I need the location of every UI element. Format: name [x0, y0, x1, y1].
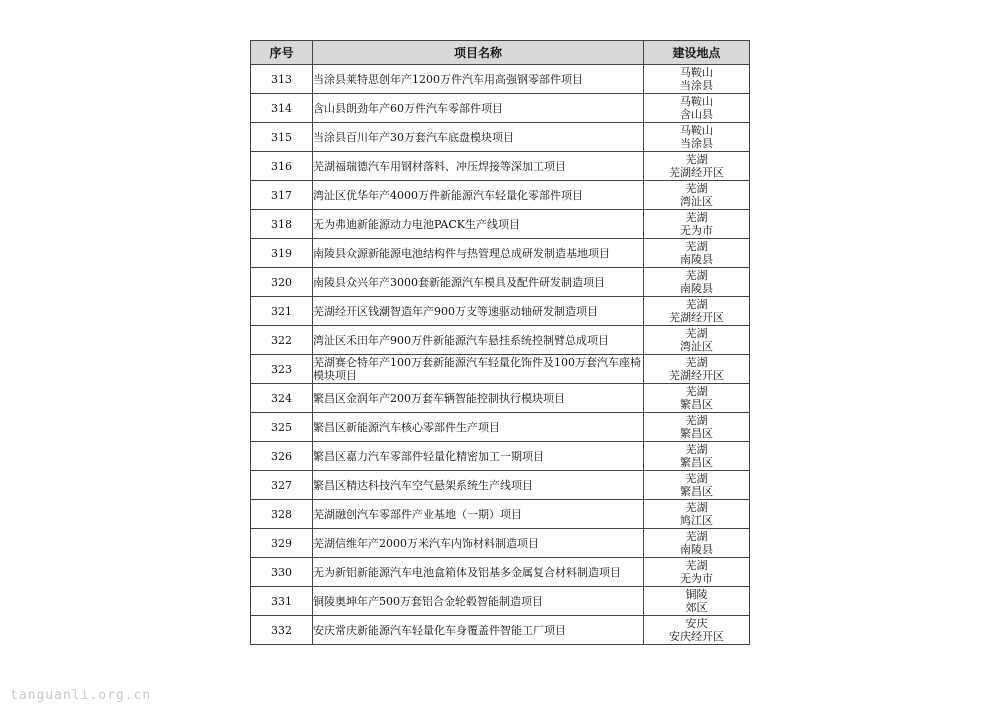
- row-location-city: 马鞍山: [680, 66, 713, 79]
- row-serial-number: 319: [251, 239, 313, 268]
- row-serial-number: 313: [251, 65, 313, 94]
- row-location-city: 安庆: [685, 617, 708, 630]
- row-location-city: 芜湖: [685, 269, 708, 282]
- row-location-district: 含山县: [680, 108, 713, 121]
- row-serial-number: 322: [251, 326, 313, 355]
- row-location: [644, 268, 750, 297]
- row-location-city: 芜湖: [685, 501, 708, 514]
- row-location-city: 芜湖: [685, 153, 708, 166]
- row-location: [644, 529, 750, 558]
- row-location-city: 芜湖: [685, 385, 708, 398]
- row-serial-number: 327: [251, 471, 313, 500]
- row-project-name: 芜湖福瑞德汽车用钢材落料、冲压焊接等深加工项目: [313, 152, 644, 181]
- row-location: [644, 210, 750, 239]
- row-location: [644, 239, 750, 268]
- row-location-district: 芜湖经开区: [669, 369, 724, 382]
- row-serial-number: 316: [251, 152, 313, 181]
- row-location: [644, 123, 750, 152]
- row-location-district: 湾沚区: [680, 340, 713, 353]
- row-project-name: 铜陵奥坤年产500万套铝合金轮毂智能制造项目: [313, 587, 644, 616]
- table-row: [251, 181, 750, 210]
- row-project-name: 繁昌区精达科技汽车空气悬架系统生产线项目: [313, 471, 644, 500]
- row-location-district: 当涂县: [680, 137, 713, 150]
- row-location: [644, 297, 750, 326]
- row-project-name: 湾沚区优华年产4000万件新能源汽车轻量化零部件项目: [313, 181, 644, 210]
- watermark: tanguanli.org.cn: [10, 688, 152, 703]
- table-row: [251, 210, 750, 239]
- row-location-city: 芜湖: [685, 240, 708, 253]
- table-row: [251, 326, 750, 355]
- row-location-district: 郊区: [685, 601, 708, 614]
- row-serial-number: 323: [251, 355, 313, 384]
- row-location: [644, 413, 750, 442]
- table-row: [251, 529, 750, 558]
- row-location-district: 芜湖经开区: [669, 311, 724, 324]
- row-location-district: 湾沚区: [680, 195, 713, 208]
- row-location: [644, 355, 750, 384]
- table-row: [251, 239, 750, 268]
- row-project-name: 芜湖赛仑特年产100万套新能源汽车轻量化饰件及100万套汽车座椅模块项目: [313, 355, 644, 384]
- row-project-name: 湾沚区禾田年产900万件新能源汽车悬挂系统控制臂总成项目: [313, 326, 644, 355]
- row-location-district: 南陵县: [680, 253, 713, 266]
- row-location-city: 马鞍山: [680, 95, 713, 108]
- row-serial-number: 317: [251, 181, 313, 210]
- table-row: [251, 558, 750, 587]
- row-location: [644, 181, 750, 210]
- row-location-city: 芜湖: [685, 472, 708, 485]
- row-location-district: 南陵县: [680, 543, 713, 556]
- table-row: [251, 616, 750, 645]
- table-body: [251, 65, 750, 645]
- row-location-district: 繁昌区: [680, 485, 713, 498]
- header-location: 建设地点: [644, 41, 750, 65]
- row-project-name: 南陵县众源新能源电池结构件与热管理总成研发制造基地项目: [313, 239, 644, 268]
- row-project-name: 含山县朗劲年产60万件汽车零部件项目: [313, 94, 644, 123]
- row-serial-number: 318: [251, 210, 313, 239]
- row-location: [644, 65, 750, 94]
- row-project-name: 无为新铝新能源汽车电池盒箱体及铝基多金属复合材料制造项目: [313, 558, 644, 587]
- table-row: [251, 442, 750, 471]
- row-serial-number: 314: [251, 94, 313, 123]
- row-location-district: 安庆经开区: [669, 630, 724, 643]
- table-row: [251, 297, 750, 326]
- table-row: [251, 355, 750, 384]
- row-location-district: 繁昌区: [680, 456, 713, 469]
- row-project-name: 芜湖信维年产2000万米汽车内饰材料制造项目: [313, 529, 644, 558]
- table-row: [251, 123, 750, 152]
- row-project-name: 芜湖融创汽车零部件产业基地（一期）项目: [313, 500, 644, 529]
- table-row: [251, 500, 750, 529]
- row-location-city: 芜湖: [685, 443, 708, 456]
- row-location-district: 当涂县: [680, 79, 713, 92]
- row-project-name: 南陵县众兴年产3000套新能源汽车模具及配件研发制造项目: [313, 268, 644, 297]
- table-header-row: [251, 41, 750, 65]
- row-location-city: 马鞍山: [680, 124, 713, 137]
- row-location-district: 无为市: [680, 572, 713, 585]
- header-project-name: 项目名称: [313, 41, 644, 65]
- row-location-city: 芜湖: [685, 211, 708, 224]
- row-serial-number: 330: [251, 558, 313, 587]
- row-location-city: 芜湖: [685, 356, 708, 369]
- row-location-city: 芜湖: [685, 298, 708, 311]
- table-row: [251, 152, 750, 181]
- row-location: [644, 500, 750, 529]
- project-table: [250, 40, 750, 645]
- row-location: [644, 442, 750, 471]
- row-project-name: 芜湖经开区钱潮智造年产900万支等速驱动轴研发制造项目: [313, 297, 644, 326]
- row-location-district: 繁昌区: [680, 427, 713, 440]
- row-location-city: 芜湖: [685, 559, 708, 572]
- row-location: [644, 558, 750, 587]
- row-serial-number: 332: [251, 616, 313, 645]
- row-location-city: 芜湖: [685, 327, 708, 340]
- table-row: [251, 471, 750, 500]
- row-project-name: 无为弗迪新能源动力电池PACK生产线项目: [313, 210, 644, 239]
- row-location-city: 芜湖: [685, 182, 708, 195]
- row-location-city: 铜陵: [685, 588, 708, 601]
- row-location: [644, 94, 750, 123]
- row-location-district: 南陵县: [680, 282, 713, 295]
- row-project-name: 繁昌区新能源汽车核心零部件生产项目: [313, 413, 644, 442]
- table-row: [251, 384, 750, 413]
- row-serial-number: 325: [251, 413, 313, 442]
- header-serial-number: 序号: [251, 41, 313, 65]
- row-project-name: 当涂县莱特思创年产1200万件汽车用高强钢零部件项目: [313, 65, 644, 94]
- row-serial-number: 320: [251, 268, 313, 297]
- row-location-city: 芜湖: [685, 414, 708, 427]
- row-location-city: 芜湖: [685, 530, 708, 543]
- row-location: [644, 152, 750, 181]
- row-location-district: 鸠江区: [680, 514, 713, 527]
- table-row: [251, 94, 750, 123]
- row-location-district: 芜湖经开区: [669, 166, 724, 179]
- row-project-name: 繁昌区嘉力汽车零部件轻量化精密加工一期项目: [313, 442, 644, 471]
- row-serial-number: 329: [251, 529, 313, 558]
- table-row: [251, 65, 750, 94]
- row-serial-number: 328: [251, 500, 313, 529]
- row-location: [644, 471, 750, 500]
- row-serial-number: 331: [251, 587, 313, 616]
- row-serial-number: 315: [251, 123, 313, 152]
- row-project-name: 安庆常庆新能源汽车轻量化车身覆盖件智能工厂项目: [313, 616, 644, 645]
- row-serial-number: 321: [251, 297, 313, 326]
- row-location: [644, 384, 750, 413]
- row-serial-number: 326: [251, 442, 313, 471]
- row-serial-number: 324: [251, 384, 313, 413]
- row-project-name: 当涂县百川年产30万套汽车底盘模块项目: [313, 123, 644, 152]
- row-location: [644, 326, 750, 355]
- row-project-name: 繁昌区金润年产200万套车辆智能控制执行模块项目: [313, 384, 644, 413]
- row-location: [644, 587, 750, 616]
- table-row: [251, 587, 750, 616]
- row-location-district: 繁昌区: [680, 398, 713, 411]
- row-location: [644, 616, 750, 645]
- table-row: [251, 268, 750, 297]
- table-row: [251, 413, 750, 442]
- row-location-district: 无为市: [680, 224, 713, 237]
